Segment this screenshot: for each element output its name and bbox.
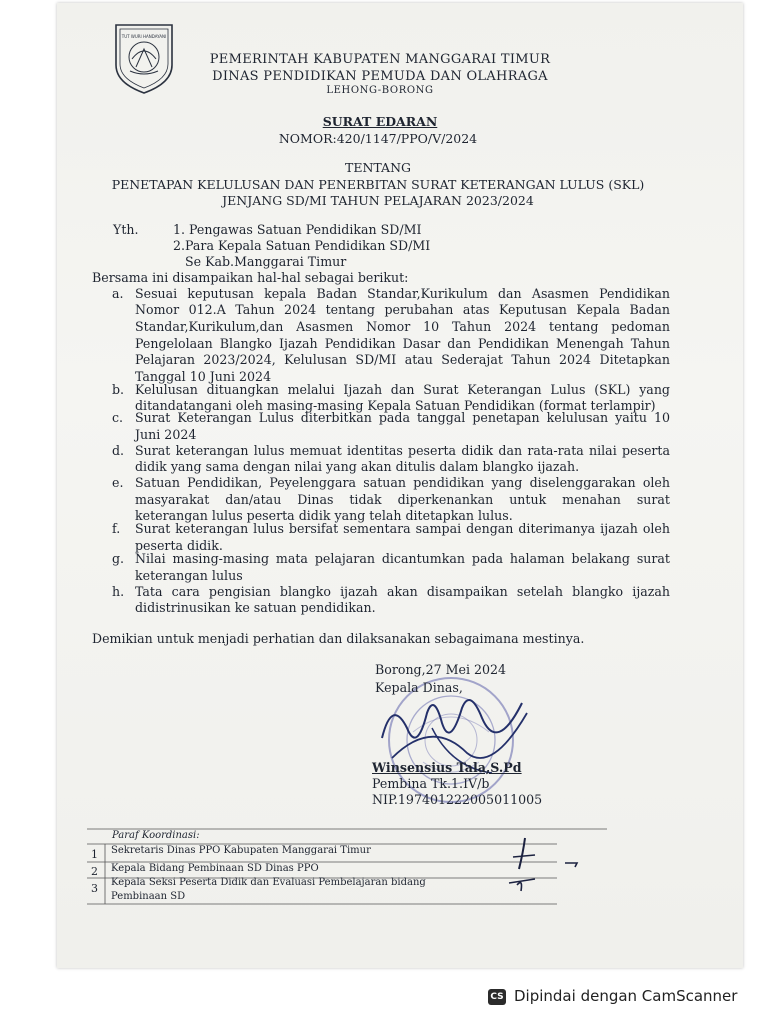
- item-line: Standar,Kurikulum,dan Asasmen Nomor 10 Tahun 2024 tentang pedoman: [135, 319, 670, 334]
- svg-text:TUT WURI HANDAYANI: TUT WURI HANDAYANI: [121, 34, 167, 39]
- signature-nip: NIP.197401222005011005: [372, 792, 543, 807]
- subject-line2: JENJANG SD/MI TAHUN PELAJARAN 2023/2024: [222, 193, 534, 208]
- paraf-row-text-cont: Pembinaan SD: [111, 891, 186, 902]
- item-letter: h.: [112, 584, 125, 599]
- signature-place-date: Borong,27 Mei 2024: [375, 662, 507, 677]
- item-letter: b.: [112, 382, 125, 397]
- about-label: TENTANG: [344, 160, 411, 175]
- subject-line1: PENETAPAN KELULUSAN DAN PENERBITAN SURAT KETERANGAN LULUS (SKL): [111, 177, 645, 192]
- item-line: ditandatangani oleh masing-masing Kepala Satuan Pendidikan (format terlampir): [135, 398, 656, 413]
- item-line: Nilai masing-masing mata pelajaran dicantumkan pada halaman belakang surat: [135, 551, 670, 566]
- paraf-row-no: 1: [91, 848, 98, 861]
- header-line1: PEMERINTAH KABUPATEN MANGGARAI TIMUR: [209, 52, 551, 67]
- item-line: didistrinusikan ke satuan pendidikan.: [135, 600, 376, 615]
- paraf-row-no: 3: [91, 882, 98, 895]
- item-line: peserta didik.: [135, 538, 223, 553]
- item-line: Sesuai keputusan kepala Badan Standar,Kurikulum dan Asasmen Pendidikan: [135, 286, 670, 301]
- item-line: Surat keterangan lulus bersifat sementara sampai dengan diterimanya ijazah oleh: [135, 521, 670, 536]
- item-line: didik yang sama dengan nilai yang akan ditulis dalam blangko ijazah.: [135, 459, 580, 474]
- camscanner-logo-icon: CS: [488, 989, 506, 1005]
- item-line: keterangan lulus peserta didik yang telah ditetapkan lulus.: [135, 508, 513, 523]
- signature-name: Winsensius Tala,S.Pd: [372, 760, 522, 775]
- item-line: Pengelolaan Blangko Ijazah Pendidikan Dasar dan Pendidikan Menengah Tahun: [135, 336, 670, 351]
- item-line: Juni 2024: [135, 427, 197, 442]
- item-line: Pelajaran 2023/2024, Kelulusan SD/MI atau Sederajat Tahun 2024 Ditetapkan: [135, 352, 670, 367]
- signature-rank: Pembina Tk.1.IV/b: [372, 776, 490, 791]
- letter-number: NOMOR:420/1147/PPO/V/2024: [278, 131, 478, 146]
- paraf-row-text: Kepala Seksi Peserta Didik dan Evaluasi Pembelajaran bidang: [111, 877, 426, 888]
- recipient-line2: 2.Para Kepala Satuan Pendidikan SD/MI: [173, 238, 431, 253]
- recipient-line1: 1. Pengawas Satuan Pendidikan SD/MI: [173, 222, 422, 237]
- signature-position: Kepala Dinas,: [375, 680, 463, 695]
- header-line3: LEHONG-BORONG: [326, 85, 434, 96]
- item-letter: f.: [112, 521, 121, 536]
- paraf-marks: [505, 833, 585, 893]
- item-line: Surat keterangan lulus memuat identitas peserta didik dan rata-rata nilai peserta: [135, 443, 670, 458]
- letter-title: SURAT EDARAN: [322, 114, 438, 129]
- item-letter: e.: [112, 475, 124, 490]
- tut-wuri-handayani-logo: [110, 19, 178, 95]
- closing-text: Demikian untuk menjadi perhatian dan dilaksanakan sebagaimana mestinya.: [92, 631, 585, 646]
- item-line: keterangan lulus: [135, 568, 243, 583]
- paraf-row-text: Kepala Bidang Pembinaan SD Dinas PPO: [111, 863, 319, 874]
- item-line: Surat Keterangan Lulus diterbitkan pada tanggal penetapan kelulusan yaitu 10: [135, 410, 670, 425]
- item-line: Satuan Pendidikan, Peyelenggara satuan pendidikan yang diselenggarakan oleh: [135, 475, 670, 490]
- item-letter: d.: [112, 443, 125, 458]
- item-line: Tanggal 10 Juni 2024: [135, 369, 272, 384]
- recipients-label: Yth.: [113, 222, 139, 237]
- paraf-row-no: 2: [91, 865, 98, 878]
- header-line2: DINAS PENDIDIKAN PEMUDA DAN OLAHRAGA: [212, 69, 548, 84]
- item-line: Kelulusan dituangkan melalui Ijazah dan Surat Keterangan Lulus (SKL) yang: [135, 382, 670, 397]
- paraf-row-text: Sekretaris Dinas PPO Kabupaten Manggarai Timur: [111, 845, 371, 856]
- recipient-line3: Se Kab.Manggarai Timur: [185, 254, 347, 269]
- item-line: Tata cara pengisian blangko ijazah akan disampaikan setelah blangko ijazah: [135, 584, 670, 599]
- item-letter: g.: [112, 551, 125, 566]
- scanner-watermark-text: Dipindai dengan CamScanner: [514, 987, 738, 1005]
- item-line: masyarakat dan/atau Dinas tidak diperkenankan untuk menahan surat: [135, 492, 670, 507]
- paraf-title: Paraf Koordinasi:: [112, 830, 200, 841]
- item-line: Nomor 012.A Tahun 2024 tentang perubahan atas Keputusan Kepala Badan: [135, 302, 670, 317]
- item-letter: a.: [112, 286, 124, 301]
- item-letter: c.: [112, 410, 124, 425]
- intro-text: Bersama ini disampaikan hal-hal sebagai berikut:: [92, 270, 409, 285]
